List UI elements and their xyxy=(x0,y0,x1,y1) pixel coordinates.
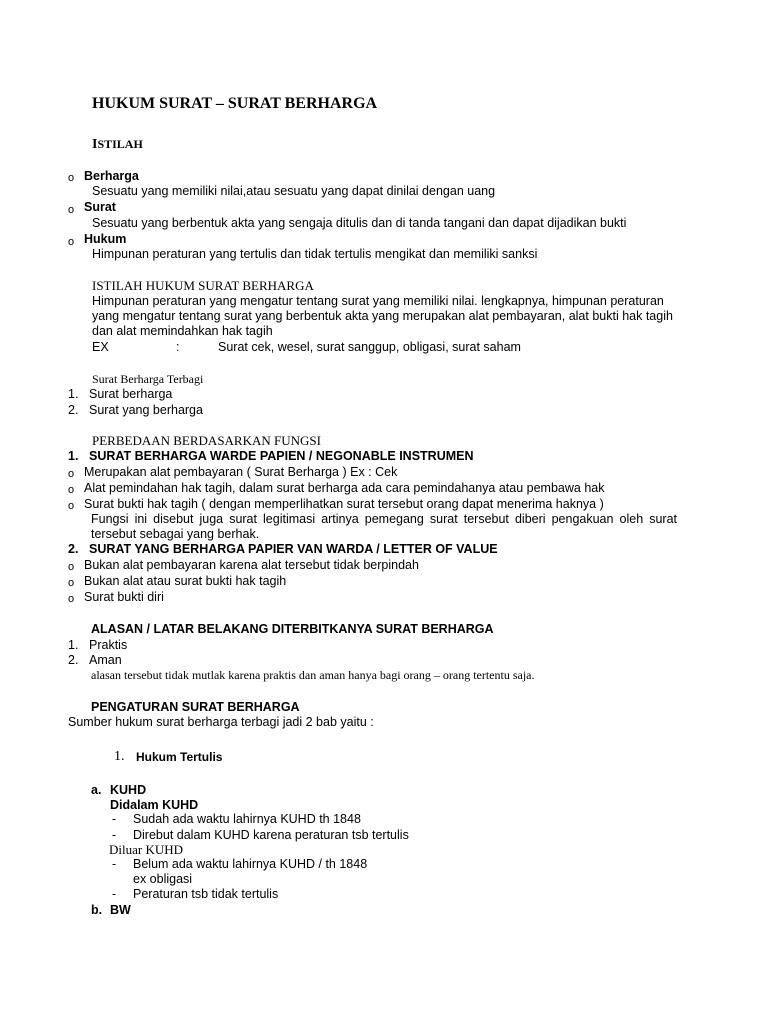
hukum-tertulis-title: Hukum Tertulis xyxy=(136,750,223,764)
sec1-item-2: Alat pemindahan hak tagih, dalam surat berharga ada cara pemindahanya atau pembawa hak xyxy=(84,481,605,495)
ex-label: EX xyxy=(92,340,109,354)
terbagi-item-1: Surat berharga xyxy=(89,387,173,401)
alasan-note: alasan tersebut tidak mutlak karena praktis dan aman hanya bagi orang – orang tertentu saja. xyxy=(91,668,535,682)
bullet-icon: o xyxy=(68,561,75,573)
pengaturan-heading: PENGATURAN SURAT BERHARGA xyxy=(91,700,300,714)
bullet-icon: o xyxy=(68,500,75,512)
dash-icon: - xyxy=(112,828,117,842)
istilah-hsb-heading: ISTILAH HUKUM SURAT BERHARGA xyxy=(92,278,314,293)
desc-surat: Sesuatu yang berbentuk akta yang sengaja ditulis dan di tanda tangani dan dapat dijadikan bukti xyxy=(92,216,627,230)
bullet-icon: o xyxy=(68,204,75,216)
diluar-kuhd: Diluar KUHD xyxy=(109,842,184,857)
list-number: 1. xyxy=(68,638,79,652)
diluar-item-1: Belum ada waktu lahirnya KUHD / th 1848 xyxy=(133,857,368,871)
perbedaan-heading: PERBEDAAN BERDASARKAN FUNGSI xyxy=(92,433,321,448)
dash-icon: - xyxy=(112,857,117,871)
pengaturan-intro: Sumber hukum surat berharga terbagi jadi 2 bab yaitu : xyxy=(68,715,374,729)
bullet-icon: o xyxy=(68,468,75,480)
sec1-item-1: Merupakan alat pembayaran ( Surat Berharga ) Ex : Cek xyxy=(84,465,398,479)
terbagi-heading: Surat Berharga Terbagi xyxy=(92,372,204,386)
ex-value: Surat cek, wesel, surat sanggup, obligasi, surat saham xyxy=(218,340,521,354)
term-berharga: Berharga xyxy=(84,169,139,183)
list-number: 2. xyxy=(68,403,79,417)
desc-berharga: Sesuatu yang memiliki nilai,atau sesuatu yang dapat dinilai dengan uang xyxy=(92,184,496,198)
bullet-icon: o xyxy=(68,484,75,496)
sec1-title: SURAT BERHARGA WARDE PAPIEN / NEGONABLE INSTRUMEN xyxy=(89,449,474,463)
kuhd-title: KUHD xyxy=(110,783,147,797)
bullet-icon: o xyxy=(68,593,75,605)
bullet-icon: o xyxy=(68,236,75,248)
list-number: 2. xyxy=(68,653,79,667)
sec1-item-3: Surat bukti hak tagih ( dengan memperlihatkan surat tersebut orang dapat menerima haknya ) xyxy=(84,497,604,511)
istilah-heading xyxy=(92,137,143,152)
terbagi-item-2: Surat yang berharga xyxy=(89,403,203,417)
term-surat: Surat xyxy=(84,200,116,214)
dash-icon: - xyxy=(112,812,117,826)
didalam-item-1: Sudah ada waktu lahirnya KUHD th 1848 xyxy=(133,812,361,826)
istilah-hsb-line-2: yang mengatur tentang surat yang berbentuk akta yang merupakan alat pembayaran, alat bukti hak tagih xyxy=(92,309,673,323)
istilah-hsb-line-3: dan alat memindahkan hak tagih xyxy=(92,324,273,338)
dash-icon: - xyxy=(112,887,117,901)
list-letter: b. xyxy=(91,903,103,917)
alasan-item-2: Aman xyxy=(89,653,122,667)
didalam-item-2: Direbut dalam KUHD karena peraturan tsb tertulis xyxy=(133,828,409,842)
diluar-item-1-sub: ex obligasi xyxy=(133,872,193,886)
list-number: 1. xyxy=(68,449,79,463)
list-number: 1. xyxy=(68,387,79,401)
alasan-item-1: Praktis xyxy=(89,638,128,652)
diluar-item-2: Peraturan tsb tidak tertulis xyxy=(133,887,279,901)
sec2-item-1: Bukan alat pembayaran karena alat tersebut tidak berpindah xyxy=(84,558,419,572)
bullet-icon: o xyxy=(68,172,75,184)
list-letter: a. xyxy=(91,783,102,797)
list-number: 1. xyxy=(114,749,125,764)
sec1-note: Fungsi ini disebut juga surat legitimasi artinya pemegang surat tersebut diberi pengakuan oleh surat tersebut sebagai yang berhak. xyxy=(91,512,677,541)
page-title: HUKUM SURAT – SURAT BERHARGA xyxy=(92,95,378,112)
ex-colon: : xyxy=(176,340,180,354)
list-number: 2. xyxy=(68,542,79,556)
term-hukum: Hukum xyxy=(84,232,127,246)
alasan-heading: ALASAN / LATAR BELAKANG DITERBITKANYA SURAT BERHARGA xyxy=(91,622,494,636)
bullet-icon: o xyxy=(68,577,75,589)
istilah-heading-rest: STILAH xyxy=(97,137,143,151)
bw-title: BW xyxy=(110,903,131,917)
sec2-item-3: Surat bukti diri xyxy=(84,590,164,604)
sec2-item-2: Bukan alat atau surat bukti hak tagih xyxy=(84,574,287,588)
istilah-heading-initial: I xyxy=(92,137,98,152)
desc-hukum: Himpunan peraturan yang tertulis dan tidak tertulis mengikat dan memiliki sanksi xyxy=(92,247,538,261)
sec2-title: SURAT YANG BERHARGA PAPIER VAN WARDA / LETTER OF VALUE xyxy=(89,542,498,556)
istilah-hsb-line-1: Himpunan peraturan yang mengatur tentang surat yang memiliki nilai. lengkapnya, himpunan peraturan xyxy=(92,294,664,308)
didalam-kuhd: Didalam KUHD xyxy=(110,798,199,812)
